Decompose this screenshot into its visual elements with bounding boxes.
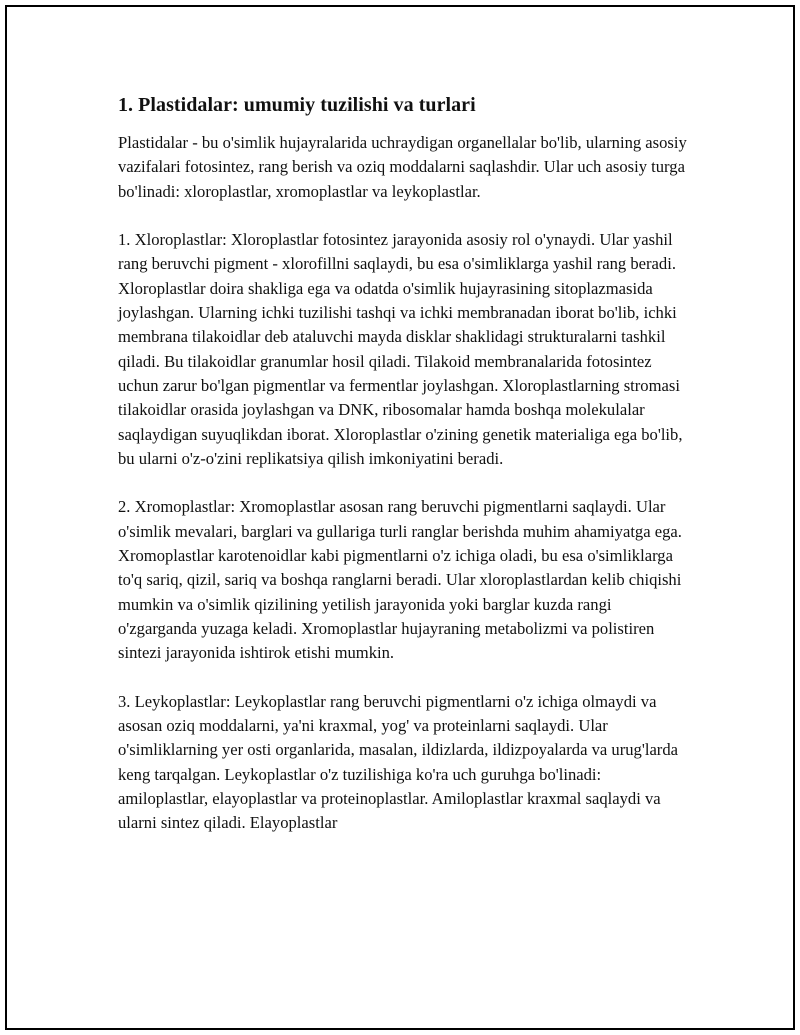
chromoplasts-paragraph: 2. Xromoplastlar: Xromoplastlar asosan rang beruvchi pigmentlarni saqlaydi. Ular o'simlik mevalari, barglari va gullariga turli ranglar berishda muhim ahamiyatga ega. Xromoplastlar karotenoidlar kabi pigmentlarni o'z ichiga oladi, bu esa o'simliklarga to'q sariq, qizil, sariq va boshqa ranglarni beradi. Ular xloroplastlardan kelib chiqishi mumkin va o'simlik qizilining yetilish jarayonida yoki barglar kuzda rangi o'zgarganda yuzaga keladi. Xromoplastlar hujayraning metabolizmi va polistiren sintezi jarayonida ishtirok etishi mumkin. [118,497,682,663]
section-heading: 1. Plastidalar: umumiy tuzilishi va turlari [118,94,476,116]
intro-paragraph: Plastidalar - bu o'simlik hujayralarida uchraydigan organellalar bo'lib, ularning asosiy vazifalari fotosintez, rang berish va oziq moddalarni saqlashdir. Ular uch asosiy turga bo'linadi: xloroplastlar, xromoplastlar va leykoplastlar. [118,133,687,201]
chloroplasts-paragraph: 1. Xloroplastlar: Xloroplastlar fotosintez jarayonida asosiy rol o'ynaydi. Ular yashil rang beruvchi pigment - xlorofillni saqlaydi, bu esa o'simliklarga yashil rang beradi. Xloroplastlar doira shakliga ega va odatda o'simlik hujayrasining sitoplazmasida joylashgan. Ularning ichki tuzilishi tashqi va ichki membranadan iborat bo'lib, ichki membrana tilakoidlar deb ataluvchi mayda disklar shaklidagi strukturalarni tashkil qiladi. Bu tilakoidlar granumlar hosil qiladi. Tilakoid membranalarida fotosintez uchun zarur bo'lgan pigmentlar va fermentlar joylashgan. Xloroplastlarning stromasi tilakoidlar orasida joylashgan va DNK, ribosomalar hamda boshqa molekulalar saqlaydigan suyuqlikdan iborat. Xloroplastlar o'zining genetik materialiga ega bo'lib, bu ularni o'z-o'zini replikatsiya qilish imkoniyatini beradi. [118,230,683,468]
document-body [118,92,693,860]
leucoplasts-paragraph: 3. Leykoplastlar: Leykoplastlar rang beruvchi pigmentlarni o'z ichiga olmaydi va asosan oziq moddalarni, ya'ni kraxmal, yog' va proteinlarni saqlaydi. Ular o'simliklarning yer osti organlarida, masalan, ildizlarda, ildizpoyalarda va urug'larda keng tarqalgan. Leykoplastlar o'z tuzilishiga ko'ra uch guruhga bo'linadi: amiloplastlar, elayoplastlar va proteinoplastlar. Amiloplastlar kraxmal saqlaydi va ularni sintez qiladi. Elayoplastlar [118,691,678,833]
